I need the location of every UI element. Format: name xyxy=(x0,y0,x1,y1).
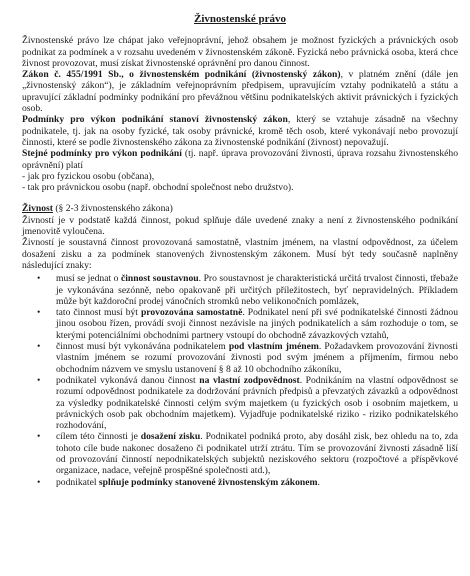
page-title: Živnostenské právo xyxy=(194,13,286,25)
zakon-text: , v platném znění (dále jen „živnostenský zákon“), je základním veřejnoprávním předpisem, upravujícím vztahy podnikatelů a státu a upravující základní podmínky podnikání pro převážnou většinu podnikatelských aktivit právnických i fyzických osob. xyxy=(22,69,459,115)
znaky-list xyxy=(22,273,458,488)
list-item: • činnost musí být vykonávána podnikatelem pod vlastním jménem. Požadavkem provozování živnosti vlastním jménem se rozumí provozování živnosti pod svým jménem a příjmením, firmou nebo obchodním názvem ve smyslu ustanovení § 8 až 10 obchodního zákoníku, xyxy=(37,341,458,375)
stejne-line-1: - jak pro fyzickou osobu (občana), xyxy=(22,170,155,182)
stejne-text: (tj. např. úprava provozování živnosti, úprava rozsahu živnostenského oprávnění) platí xyxy=(22,148,458,171)
list-item: • musí se jednat o činnost soustavnou. Pro soustavnost je charakteristická určitá trvalost činnosti, třebaže je vykonávána sezónně, nebo opakovaně při určitých příležitostech, byť nepravidelných. Příkladem může být každoroční prodej vánočních stromků nebo velikonočních pomlázek, xyxy=(37,273,459,307)
list-item: • podnikatel vykonává danou činnost na vlastní zodpovědnost. Podnikáním na vlastní odpovědnost se rozumí odpovědnost podnikatele za dodržování právních předpisů a převzatých závazků a odpovědnost za výsledky podnikatelské činnosti celým svým majetkem (u fyzických osob i osobním majetkem, u právnických osob pak obchodním majetkem). Vyjadřuje podnikatelské riziko - riziko podnikatelského rozhodování, xyxy=(37,374,458,432)
zivnost-bold: Živnost xyxy=(22,203,53,215)
bullet-icon: • xyxy=(37,374,41,386)
zivnost-heading-rest: (§ 2-3 živnostenského zákona) xyxy=(52,203,173,215)
podminky-paragraph xyxy=(22,114,458,148)
zakon-paragraph xyxy=(22,69,458,114)
list-item: • cílem této činnosti je dosažení zisku. Podnikatel podniká proto, aby dosáhl zisk, bez ohledu na to, zda tohoto cíle bude nakonec dosaženo či podnikatel utrží ztrátu. Tím se provozování živnosti zásadně liší od provozování činností nepodnikatelských subjektů neziskového sektoru (rozpočtové a příspěvkové organizace, nadace, veřejně prospěšné společnosti atd.), xyxy=(37,431,458,477)
zivnost-paragraph-2: Živností je soustavná činnost provozovaná samostatně, vlastním jménem, na vlastní odpovědnost, za účelem dosažení zisku a za podmínek stanovených živnostenským zákonem. Musí být tedy současně naplněny následující znaky: xyxy=(22,237,458,271)
bullet-icon: • xyxy=(37,476,41,488)
zivnost-heading xyxy=(22,203,458,214)
zivnost-paragraph-1: Živností je v podstatě každá činnost, pokud splňuje dále uvedené znaky a není z živnostenského podnikání jmenovitě vyloučena. xyxy=(22,214,458,238)
list-item: • tato činnost musí být provozována samostatně. Podnikatel není při své podnikatelské činnosti žádnou jinou osobou řízen, provádí svoji činnost nezávisle na jiných podnikatelích a sám rozhoduje o tom, se kterými potenciálními obchodními partnery vstoupí do obchodně závazkových vztahů, xyxy=(37,307,458,341)
stejne-paragraph xyxy=(22,148,458,171)
stejne-bold: Stejné podmínky pro výkon podnikání xyxy=(22,148,182,160)
podminky-text: , který se vztahuje zásadně na všechny podnikatele, tj. jak na osoby fyzické, tak osoby právnické, kromě těch osob, které vykonávají nebo provozují činnosti, které se podle živnostenského zákona za živnostenské podnikání (živnost) nepovažují. xyxy=(22,114,458,148)
bullet-icon: • xyxy=(37,273,41,285)
intro-paragraph: Živnostenské právo lze chápat jako veřejnoprávní, jehož obsahem je možnost fyzických a právnických osob podnikat za podmínek a v rozsahu uvedeném v živnostenském zákoně. Fyzická nebo právnická osoba, která chce živnost provozovat, musí získat živnostenské oprávnění pro danou činnost. xyxy=(22,35,458,69)
podminky-bold: Podmínky pro výkon podnikání stanoví živnostenský zákon xyxy=(22,114,288,126)
list-item: • podnikatel splňuje podmínky stanovené živnostenským zákonem. xyxy=(37,476,320,488)
stejne-line-2: - tak pro právnickou osobu (např. obchodní společnost nebo družstvo). xyxy=(22,182,294,194)
zakon-bold: Zákon č. 455/1991 Sb., o živnostenském podnikání (živnostenský zákon) xyxy=(22,69,341,81)
bullet-icon: • xyxy=(37,307,41,319)
bullet-icon: • xyxy=(37,341,41,353)
bullet-icon: • xyxy=(37,431,41,443)
